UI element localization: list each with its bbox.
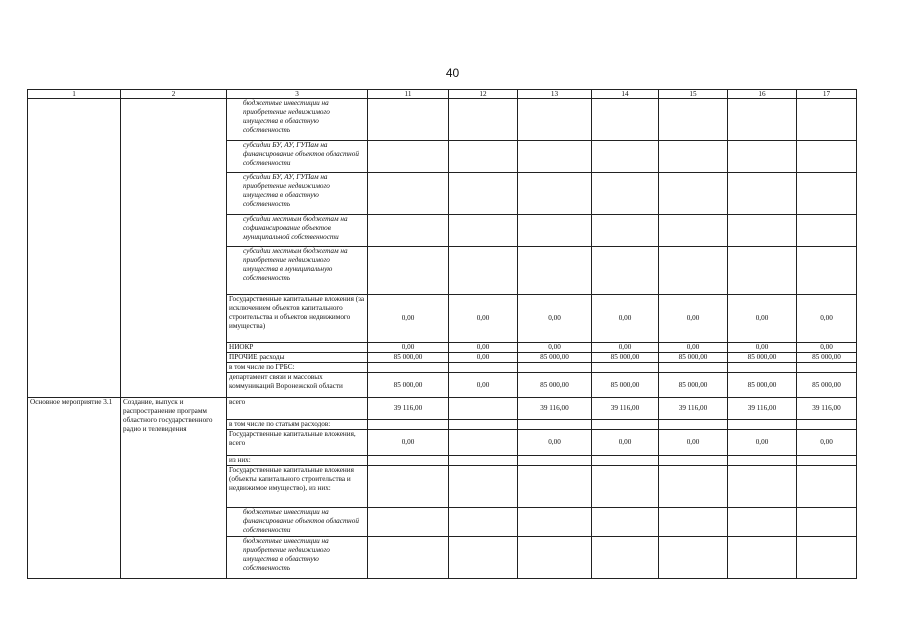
value-cell: 85 000,00 [797, 353, 857, 363]
value-cell: 85 000,00 [518, 373, 592, 398]
value-cell [797, 99, 857, 141]
value-cell: 85 000,00 [797, 373, 857, 398]
column-header: 14 [592, 90, 659, 99]
title-cell: Создание, выпуск и распространение программ областного государственного радио и телевидения [121, 398, 227, 579]
value-cell [797, 420, 857, 430]
value-cell: 0,00 [368, 430, 449, 456]
column-header: 16 [728, 90, 797, 99]
row-label: субсидии местным бюджетам на приобретение недвижимого имущества в муниципальную собственность [227, 247, 368, 295]
value-cell: 85 000,00 [592, 373, 659, 398]
value-cell [368, 215, 449, 247]
value-cell [592, 420, 659, 430]
value-cell: 0,00 [728, 343, 797, 353]
value-cell [728, 508, 797, 537]
value-cell [518, 215, 592, 247]
value-cell [518, 420, 592, 430]
value-cell: 0,00 [659, 295, 728, 343]
value-cell: 85 000,00 [728, 353, 797, 363]
column-header: 15 [659, 90, 728, 99]
value-cell [449, 430, 518, 456]
row-label: Государственные капитальные вложения (за исключением объектов капитального строительства и объектов недвижимого имущества) [227, 295, 368, 343]
value-cell [659, 508, 728, 537]
value-cell: 0,00 [592, 295, 659, 343]
column-header: 12 [449, 90, 518, 99]
column-header: 17 [797, 90, 857, 99]
table-row [28, 99, 857, 141]
value-cell: 85 000,00 [368, 353, 449, 363]
row-label: НИОКР [227, 343, 368, 353]
budget-table [27, 89, 857, 579]
value-cell [659, 363, 728, 373]
value-cell: 85 000,00 [368, 373, 449, 398]
value-cell: 85 000,00 [728, 373, 797, 398]
value-cell: 0,00 [728, 295, 797, 343]
row-label: Государственные капитальные вложения (объекты капитального строительства и недвижимое имущество), из них: [227, 466, 368, 508]
page-number: 40 [445, 66, 460, 80]
value-cell [368, 466, 449, 508]
value-cell [659, 456, 728, 466]
value-cell: 0,00 [449, 295, 518, 343]
value-cell [797, 466, 857, 508]
value-cell [518, 141, 592, 173]
value-cell: 0,00 [728, 430, 797, 456]
column-header: 2 [121, 90, 227, 99]
value-cell [659, 99, 728, 141]
value-cell: 85 000,00 [592, 353, 659, 363]
value-cell [592, 215, 659, 247]
value-cell [797, 173, 857, 215]
value-cell [449, 363, 518, 373]
value-cell [449, 508, 518, 537]
row-label: Государственные капитальные вложения, всего [227, 430, 368, 456]
value-cell [592, 173, 659, 215]
measure-cell [28, 99, 121, 398]
value-cell: 85 000,00 [659, 373, 728, 398]
value-cell [728, 420, 797, 430]
value-cell [728, 247, 797, 295]
value-cell: 0,00 [659, 343, 728, 353]
value-cell: 85 000,00 [518, 353, 592, 363]
row-label: бюджетные инвестиции на финансирование объектов областной собственности [227, 508, 368, 537]
value-cell [368, 173, 449, 215]
value-cell [368, 363, 449, 373]
value-cell [449, 141, 518, 173]
column-header-row [28, 90, 857, 99]
value-cell [797, 141, 857, 173]
value-cell: 0,00 [659, 430, 728, 456]
value-cell: 0,00 [518, 295, 592, 343]
value-cell [449, 537, 518, 579]
value-cell [592, 363, 659, 373]
value-cell: 0,00 [518, 430, 592, 456]
value-cell: 39 116,00 [659, 398, 728, 420]
value-cell [797, 508, 857, 537]
value-cell: 0,00 [797, 343, 857, 353]
value-cell [449, 420, 518, 430]
value-cell [449, 247, 518, 295]
value-cell: 0,00 [449, 373, 518, 398]
value-cell [592, 456, 659, 466]
row-label: департамент связи и массовых коммуникаций Воронежской области [227, 373, 368, 398]
value-cell [518, 537, 592, 579]
value-cell [797, 215, 857, 247]
value-cell [592, 99, 659, 141]
value-cell [592, 466, 659, 508]
value-cell [518, 456, 592, 466]
value-cell: 39 116,00 [368, 398, 449, 420]
value-cell [518, 508, 592, 537]
value-cell [728, 537, 797, 579]
value-cell [592, 537, 659, 579]
column-header: 1 [28, 90, 121, 99]
value-cell [728, 215, 797, 247]
column-header: 3 [227, 90, 368, 99]
value-cell: 0,00 [797, 295, 857, 343]
column-header: 13 [518, 90, 592, 99]
value-cell: 39 116,00 [797, 398, 857, 420]
value-cell [368, 420, 449, 430]
value-cell: 0,00 [592, 343, 659, 353]
value-cell [449, 99, 518, 141]
value-cell [368, 247, 449, 295]
value-cell [368, 99, 449, 141]
value-cell [797, 537, 857, 579]
value-cell [592, 141, 659, 173]
value-cell: 0,00 [449, 343, 518, 353]
value-cell: 0,00 [797, 430, 857, 456]
value-cell [592, 247, 659, 295]
value-cell [368, 456, 449, 466]
value-cell [659, 173, 728, 215]
value-cell [518, 466, 592, 508]
row-label: в том числе по статьям расходов: [227, 420, 368, 430]
row-label: всего [227, 398, 368, 420]
value-cell [368, 141, 449, 173]
value-cell: 0,00 [368, 295, 449, 343]
value-cell [368, 537, 449, 579]
value-cell [518, 247, 592, 295]
title-cell [121, 99, 227, 398]
row-label: субсидии БУ, АУ, ГУПам на финансирование объектов областной собственности [227, 141, 368, 173]
value-cell [728, 466, 797, 508]
value-cell [518, 173, 592, 215]
value-cell [797, 247, 857, 295]
value-cell: 85 000,00 [659, 353, 728, 363]
value-cell [659, 466, 728, 508]
value-cell: 39 116,00 [518, 398, 592, 420]
value-cell [728, 99, 797, 141]
row-label: ПРОЧИЕ расходы [227, 353, 368, 363]
value-cell: 39 116,00 [728, 398, 797, 420]
value-cell [449, 456, 518, 466]
value-cell [518, 99, 592, 141]
value-cell: 0,00 [449, 353, 518, 363]
row-label: из них: [227, 456, 368, 466]
value-cell [659, 537, 728, 579]
value-cell [728, 141, 797, 173]
value-cell [728, 363, 797, 373]
row-label: бюджетные инвестиции на приобретение недвижимого имущества в областную собственность [227, 537, 368, 579]
row-label: в том числе по ГРБС: [227, 363, 368, 373]
value-cell [659, 420, 728, 430]
value-cell [449, 215, 518, 247]
value-cell [449, 466, 518, 508]
value-cell [728, 456, 797, 466]
value-cell [449, 173, 518, 215]
value-cell [659, 215, 728, 247]
value-cell: 39 116,00 [592, 398, 659, 420]
row-label: бюджетные инвестиции на приобретение недвижимого имущества в областную собственность [227, 99, 368, 141]
value-cell [518, 363, 592, 373]
value-cell [728, 173, 797, 215]
value-cell [368, 508, 449, 537]
value-cell [659, 247, 728, 295]
column-header: 11 [368, 90, 449, 99]
measure-cell: Основное мероприятие 3.1 [28, 398, 121, 579]
value-cell: 0,00 [368, 343, 449, 353]
table-row [28, 398, 857, 420]
value-cell [592, 508, 659, 537]
value-cell [449, 398, 518, 420]
value-cell: 0,00 [518, 343, 592, 353]
row-label: субсидии местным бюджетам на софинансирование объектов муниципальной собственности [227, 215, 368, 247]
value-cell [659, 141, 728, 173]
value-cell: 0,00 [592, 430, 659, 456]
value-cell [797, 456, 857, 466]
row-label: субсидии БУ, АУ, ГУПам на приобретение недвижимого имущества в областную собственность [227, 173, 368, 215]
value-cell [797, 363, 857, 373]
